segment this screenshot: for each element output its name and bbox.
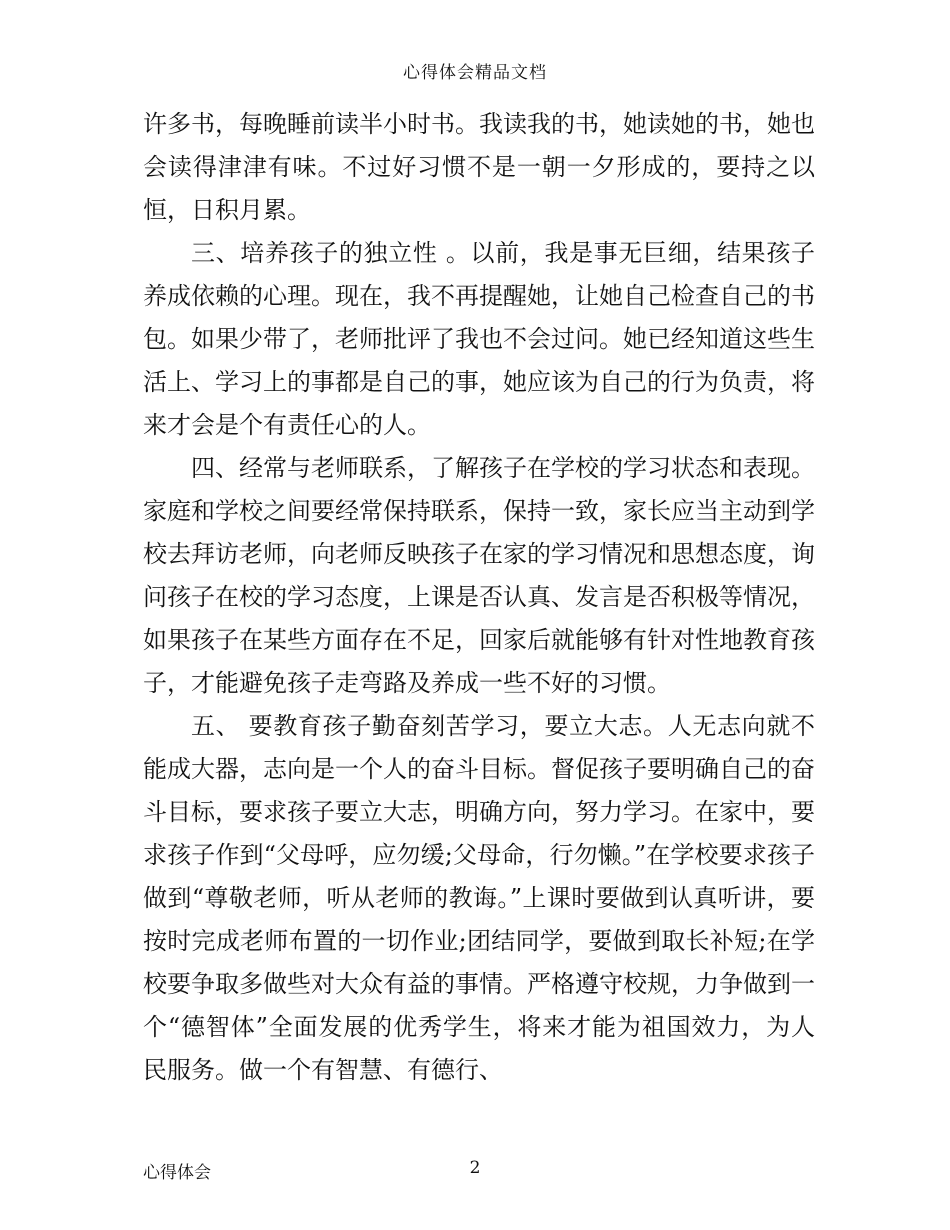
page-number: 2	[469, 1158, 481, 1178]
footer-label: 心得体会	[143, 1163, 211, 1183]
paragraph-1: 许多书，每晚睡前读半小时书。我读我的书，她读她的书，她也会读得津津有味。不过好习惯不是一朝一夕形成的，要持之以恒，日积月累。	[143, 110, 815, 224]
paragraph-3: 四、经常与老师联系，了解孩子在学校的学习状态和表现。家庭和学校之间要经常保持联系，保持一致，家长应当主动到学校去拜访老师，向老师反映孩子在家的学习情况和思想态度，询问孩子在校的学习态度，上课是否认真、发言是否积极等情况，如果孩子在某些方面存在不足，回家后就能够有针对性地教育孩子，才能避免孩子走弯路及养成一些不好的习惯。	[143, 454, 815, 697]
paragraph-2: 三、培养孩子的独立性 。以前，我是事无巨细，结果孩子养成依赖的心理。现在，我不再提醒她，让她自己检查自己的书包。如果少带了，老师批评了我也不会过问。她已经知道这些生活上、学习上的事都是自己的事，她应该为自己的行为负责，将来才会是个有责任心的人。	[143, 239, 815, 439]
paragraph-4: 五、 要教育孩子勤奋刻苦学习，要立大志。人无志向就不能成大器，志向是一个人的奋斗目标。督促孩子要明确自己的奋斗目标，要求孩子要立大志，明确方向，努力学习。在家中，要求孩子作到“父母呼，应勿缓;父母命，行勿懒。”在学校要求孩子做到“尊敬老师，听从老师的教诲。”上课时要做到认真听讲，要按时完成老师布置的一切作业;团结同学，要做到取长补短;在学校要争取多做些对大众有益的事情。严格遵守校规，力争做到一个“德智体”全面发展的优秀学生，将来才能为祖国效力，为人民服务。做一个有智慧、有德行、	[143, 712, 815, 1084]
page-header-title: 心得体会精品文档	[403, 63, 547, 83]
document-body	[143, 103, 815, 1092]
